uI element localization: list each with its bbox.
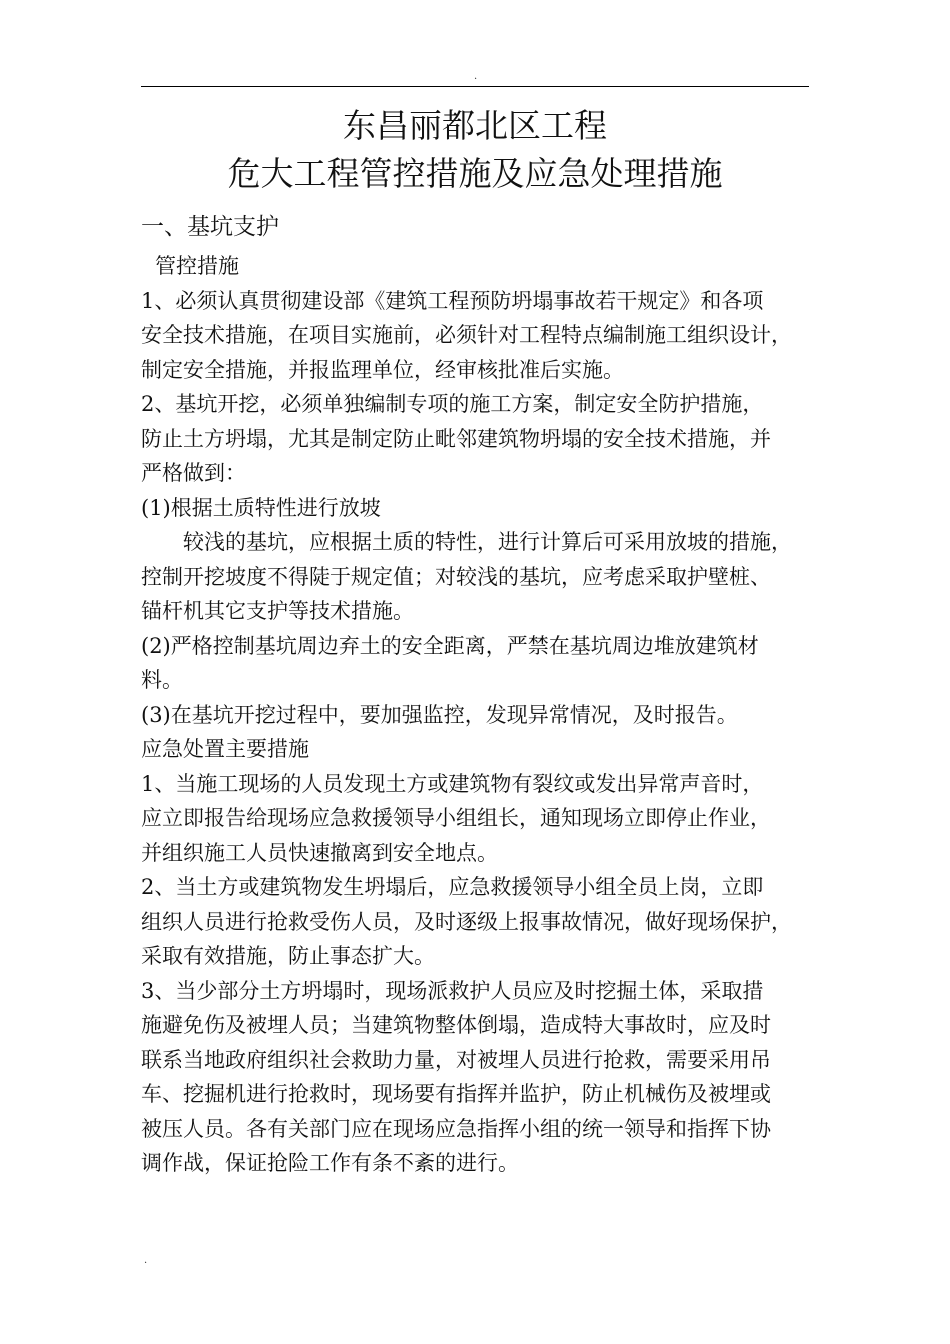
paragraph-line: 并组织施工人员快速撤离到安全地点。 xyxy=(141,840,498,865)
paragraph-line: 制定安全措施，并报监理单位，经审核批准后实施。 xyxy=(141,357,624,382)
paragraph-line: 较浅的基坑，应根据土质的特性，进行计算后可采用放坡的措施， xyxy=(183,530,792,554)
paragraph-line: 安全技术措施，在项目实施前，必须针对工程特点编制施工组织设计， xyxy=(141,323,792,347)
paragraph-line: 1、必须认真贯彻建设部《建筑工程预防坍塌事故若干规定》和各项 xyxy=(141,288,764,313)
header-rule xyxy=(141,86,809,87)
paragraph-line: 被压人员。各有关部门应在现场应急指挥小组的统一领导和指挥下协 xyxy=(141,1116,771,1141)
document-title-line2: 危大工程管控措施及应急处理措施 xyxy=(227,154,723,193)
subitem-title: (1)根据土质特性进行放坡 xyxy=(141,495,381,520)
paragraph-line: 联系当地政府组织社会救助力量，对被埋人员进行抢救，需要采用吊 xyxy=(141,1047,771,1072)
paragraph-line: 严格做到： xyxy=(141,461,246,485)
paragraph-line: 控制开挖坡度不得陡于规定值；对较浅的基坑，应考虑采取护壁桩、 xyxy=(141,564,771,589)
paragraph-line: 组织人员进行抢救受伤人员，及时逐级上报事故情况，做好现场保护， xyxy=(141,909,792,934)
paragraph-line: 1、当施工现场的人员发现土方或建筑物有裂纹或发出异常声音时， xyxy=(141,771,764,796)
paragraph-line: 采取有效措施，防止事态扩大。 xyxy=(141,944,435,968)
paragraph-line: 应立即报告给现场应急救援领导小组组长，通知现场立即停止作业， xyxy=(141,806,771,830)
paragraph-line: (2)严格控制基坑周边弃土的安全距离，严禁在基坑周边堆放建筑材 xyxy=(141,633,759,658)
paragraph-line: 3、当少部分土方坍塌时，现场派救护人员应及时挖掘土体，采取措 xyxy=(141,978,764,1003)
subsection-heading-control: 管控措施 xyxy=(155,254,239,278)
paragraph-line: 2、基坑开挖，必须单独编制专项的施工方案，制定安全防护措施， xyxy=(141,392,764,416)
footer-dot: . xyxy=(144,1255,148,1266)
section-heading: 一、基坑支护 xyxy=(141,214,279,240)
paragraph-line: 锚杆机其它支护等技术措施。 xyxy=(141,599,414,623)
document-body xyxy=(141,205,809,1181)
document-title-line1: 东昌丽都北区工程 xyxy=(343,106,607,145)
header-dot: . xyxy=(474,71,478,82)
paragraph-line: 2、当土方或建筑物发生坍塌后，应急救援领导小组全员上岗，立即 xyxy=(141,875,764,899)
paragraph-line: 料。 xyxy=(141,668,183,692)
paragraph-line: 调作战，保证抢险工作有条不紊的进行。 xyxy=(141,1151,519,1175)
paragraph-line: 施避免伤及被埋人员；当建筑物整体倒塌，造成特大事故时，应及时 xyxy=(141,1013,771,1037)
subsection-heading-emergency: 应急处置主要措施 xyxy=(141,737,309,761)
paragraph-line: 车、挖掘机进行抢救时，现场要有指挥并监护，防止机械伤及被埋或 xyxy=(141,1082,771,1106)
paragraph-line: (3)在基坑开挖过程中，要加强监控，发现异常情况，及时报告。 xyxy=(141,702,738,727)
paragraph-line: 防止土方坍塌，尤其是制定防止毗邻建筑物坍塌的安全技术措施，并 xyxy=(141,426,771,451)
